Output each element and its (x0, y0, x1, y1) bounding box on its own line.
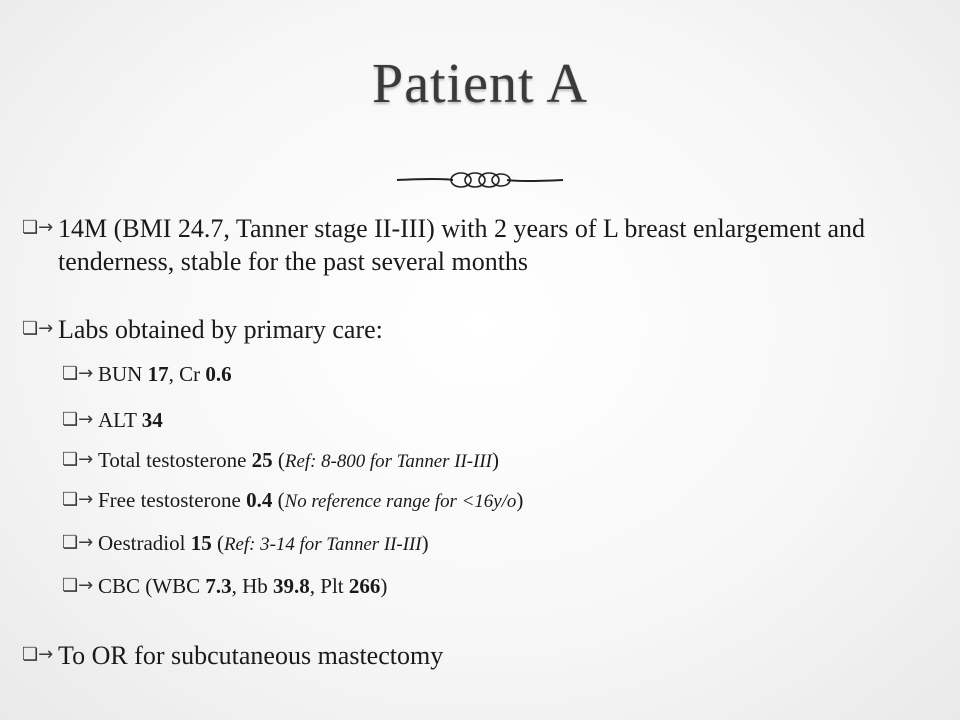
box-arrow-bullet-icon: ❏→ (22, 217, 54, 238)
bullet-item (22, 212, 922, 278)
lab-item: ❏→ BUN 17, Cr 0.6 (62, 362, 232, 386)
box-arrow-bullet-icon: ❏→ (22, 318, 54, 339)
lab-reference: Ref: 8-800 for Tanner II-III (284, 451, 492, 472)
lab-sublabel: Plt (320, 574, 344, 598)
lab-value: 39.8 (273, 574, 310, 598)
lab-value: 7.3 (205, 574, 232, 598)
lab-item: ❏→ Free testosterone 0.4 (No reference range for <16y/o) (62, 488, 524, 512)
lab-value: 15 (190, 531, 212, 555)
lab-name: BUN (98, 362, 143, 386)
lab-item (62, 406, 922, 434)
lab-name: ALT (98, 408, 137, 432)
box-arrow-bullet-icon: ❏→ (22, 644, 54, 665)
lab-value: 0.6 (205, 362, 232, 386)
lab-name: Oestradiol (98, 531, 186, 555)
lab-item: ❏→ Total testosterone 25 (Ref: 8-800 for Tanner II-III) (62, 448, 499, 472)
box-arrow-bullet-icon: ❏→ (62, 363, 94, 384)
box-arrow-bullet-icon: ❏→ (62, 449, 94, 470)
bullet-text: 14M (BMI 24.7, Tanner stage II-III) with 2 years of L breast enlargement and tenderness, stable for the past several months (58, 214, 866, 276)
box-arrow-bullet-icon: ❏→ (62, 532, 94, 553)
lab-name: CBC (98, 574, 141, 598)
lab-name: Total testosterone (98, 448, 247, 472)
box-arrow-bullet-icon: ❏→ (62, 575, 94, 596)
slide-title: Patient A (372, 53, 588, 115)
lab-value: 266 (348, 574, 381, 598)
lab-value: 17 (147, 362, 169, 386)
lab-value: 34 (141, 408, 163, 432)
ornament-divider-icon (395, 166, 565, 194)
box-arrow-bullet-icon: ❏→ (62, 489, 94, 510)
bullet-item (22, 639, 922, 672)
bullet-item (22, 313, 922, 346)
lab-sublabel: Hb (242, 574, 268, 598)
lab-item: ❏→ CBC (WBC 7.3, Hb 39.8, Plt 266) (62, 574, 388, 598)
lab-reference: Ref: 3-14 for Tanner II-III (223, 534, 422, 555)
lab-sublabel: WBC (152, 574, 201, 598)
bullet-text: To OR for subcutaneous mastectomy (58, 641, 444, 670)
lab-reference: No reference range for <16y/o (284, 491, 517, 512)
box-arrow-bullet-icon: ❏→ (62, 409, 94, 430)
bullet-text: Labs obtained by primary care: (58, 315, 383, 344)
lab-name: Free testosterone (98, 488, 241, 512)
lab-value: 25 (251, 448, 273, 472)
lab-item: ❏→ Oestradiol 15 (Ref: 3-14 for Tanner II-III) (62, 531, 429, 555)
lab-name: Cr (179, 362, 201, 386)
lab-value: 0.4 (246, 488, 273, 512)
